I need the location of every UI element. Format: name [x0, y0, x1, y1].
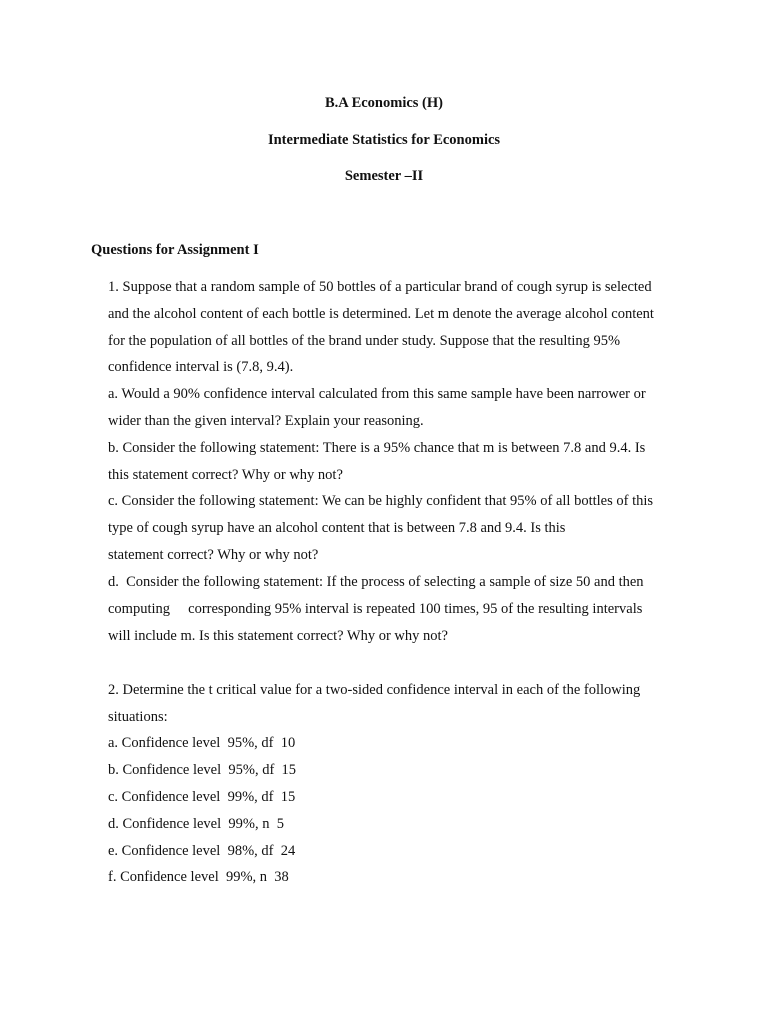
q1-line: will include m. Is this statement correct? Why or why not? [108, 628, 448, 644]
q1-part-d: d. Consider the following statement: If the process of selecting a sample of size 50 and then [108, 574, 644, 590]
section-heading: Questions for Assignment I [91, 242, 259, 258]
q1-part-a: a. Would a 90% confidence interval calculated from this same sample have been narrower or [108, 386, 646, 402]
q1-part-c: c. Consider the following statement: We can be highly confident that 95% of all bottles of this [108, 493, 654, 509]
q2-part-a: a. Confidence level 95%, df 10 [108, 735, 296, 751]
q2-line: situations: [108, 709, 168, 725]
q1-line: type of cough syrup have an alcohol content that is between 7.8 and 9.4. Is this [108, 520, 566, 536]
q2-line: 2. Determine the t critical value for a two-sided confidence interval in each of the following [108, 682, 641, 698]
q1-line: computing corresponding 95% interval is repeated 100 times, 95 of the resulting intervals [108, 601, 643, 617]
q1-line: confidence interval is (7.8, 9.4). [108, 359, 294, 375]
q2-part-c: c. Confidence level 99%, df 15 [108, 789, 296, 805]
q1-line: 1. Suppose that a random sample of 50 bottles of a particular brand of cough syrup is selected [108, 279, 652, 295]
q1-line: statement correct? Why or why not? [108, 547, 319, 563]
q1-part-b: b. Consider the following statement: There is a 95% chance that m is between 7.8 and 9.4. Is [108, 440, 646, 456]
course-title: B.A Economics (H) [324, 95, 443, 111]
subject-title: Intermediate Statistics for Economics [267, 132, 501, 148]
q2-part-d: d. Confidence level 99%, n 5 [108, 816, 284, 832]
q2-part-b: b. Confidence level 95%, df 15 [108, 762, 297, 778]
q1-line: this statement correct? Why or why not? [108, 467, 343, 483]
q1-line: and the alcohol content of each bottle is determined. Let m denote the average alcohol content [108, 306, 654, 322]
q2-part-e: e. Confidence level 98%, df 24 [108, 843, 296, 859]
q1-line: wider than the given interval? Explain your reasoning. [108, 413, 424, 429]
semester-title: Semester –II [344, 168, 424, 184]
q2-part-f: f. Confidence level 99%, n 38 [108, 869, 289, 885]
q1-line: for the population of all bottles of the brand under study. Suppose that the resulting 95% [108, 333, 621, 349]
